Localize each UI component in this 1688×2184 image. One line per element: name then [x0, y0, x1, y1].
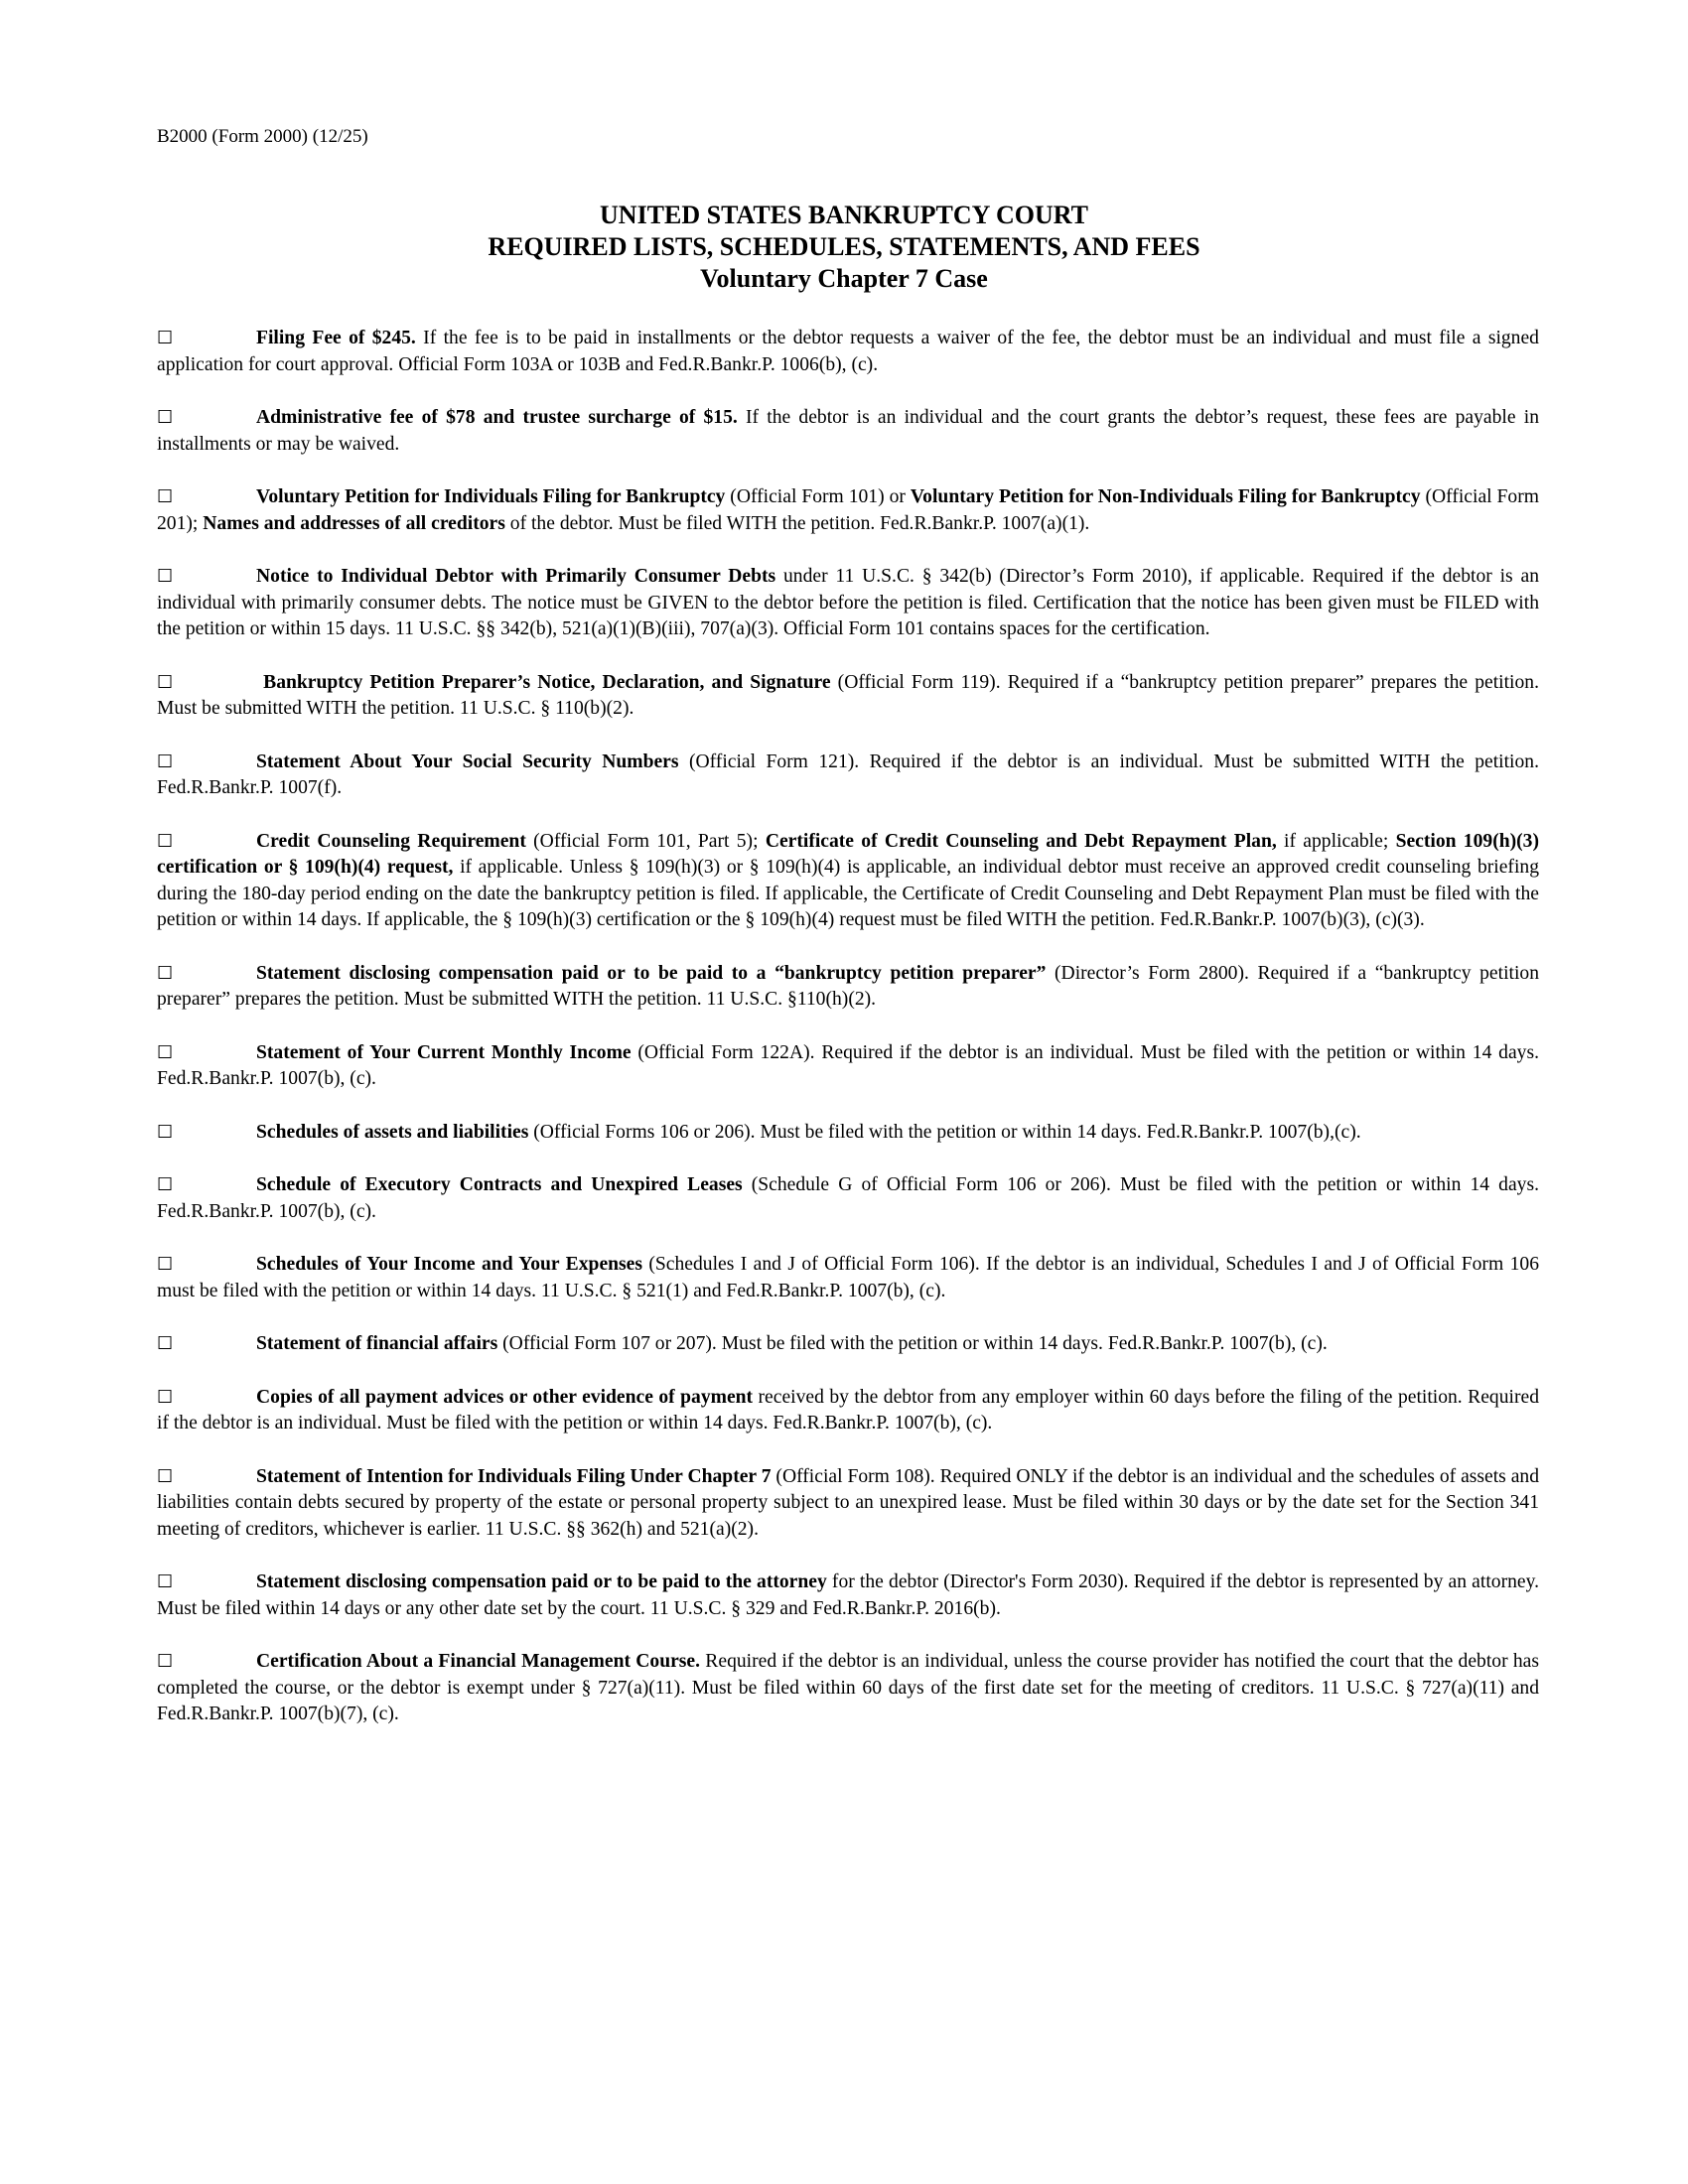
item-text: received by the debtor from any employer within 60 days before the filing of the petition. Required if the debtor is an individual. Must be filed with the petition or within 14 days. Fed.R.Bankr.P. 1007(b), (c).	[157, 1386, 1539, 1433]
checklist-item-attorney-compensation	[157, 1570, 1539, 1622]
checkbox[interactable]: ☐	[157, 1386, 174, 1408]
checklist-item-income-expenses	[157, 1252, 1539, 1304]
item-heading: Copies of all payment advices or other evidence of payment	[256, 1386, 754, 1408]
item-heading: Statement disclosing compensation paid or to be paid to the attorney	[256, 1571, 827, 1592]
item-heading: Credit Counseling Requirement	[256, 830, 526, 852]
item-text: (Official Form 119). Required if a “bankruptcy petition preparer” prepares the petition. Must be submitted WITH the petition. 11 U.S.C. § 110(b)(2).	[157, 671, 1539, 719]
item-heading: Certification About a Financial Management Course.	[256, 1651, 701, 1672]
checklist-item-executory-contracts	[157, 1172, 1539, 1225]
item-heading: Bankruptcy Petition Preparer’s Notice, Declaration, and Signature	[256, 671, 831, 693]
item-heading: Administrative fee of $78 and trustee surcharge of $15.	[256, 407, 738, 428]
checklist-item-consumer-debts-notice	[157, 564, 1539, 643]
checklist-item-petition-preparer-notice	[157, 670, 1539, 723]
item-text: If the fee is to be paid in installments or the debtor requests a waiver of the fee, the debtor must be an individual and must file a signed application for court approval. Official Form 103A or 103B and Fed.R.Bankr.P. 1006(b), (c).	[157, 328, 1539, 375]
checklist-item-statement-of-intention	[157, 1464, 1539, 1544]
item-text: (Schedules I and J of Official Form 106). If the debtor is an individual, Schedules I and J of Official Form 106 must be filed with the petition or within 14 days. 11 U.S.C. § 521(1) and Fed.R.Bankr.P. 1007(b), (c).	[157, 1254, 1539, 1301]
item-heading: Statement of Your Current Monthly Income	[256, 1041, 632, 1063]
checkbox[interactable]: ☐	[157, 1041, 174, 1063]
checkbox[interactable]: ☐	[157, 407, 174, 428]
item-heading: Schedule of Executory Contracts and Unexpired Leases	[256, 1174, 743, 1195]
checkbox[interactable]: ☐	[157, 671, 174, 693]
item-text: (Official Form 201);	[157, 486, 1539, 534]
item-text: of the debtor. Must be filed WITH the petition. Fed.R.Bankr.P. 1007(a)(1).	[504, 512, 1090, 534]
item-heading: Schedules of Your Income and Your Expenses	[256, 1254, 642, 1275]
item-text: (Schedule G of Official Form 106 or 206). Must be filed with the petition or within 14 days. Fed.R.Bankr.P. 1007(b), (c).	[157, 1174, 1539, 1222]
item-heading: Certificate of Credit Counseling and Debt Repayment Plan,	[765, 830, 1277, 852]
checklist-item-payment-advices	[157, 1385, 1539, 1437]
checklist-item-credit-counseling	[157, 829, 1539, 934]
checklist-item-financial-affairs	[157, 1331, 1539, 1358]
checkbox[interactable]: ☐	[157, 830, 174, 852]
item-heading: Voluntary Petition for Non-Individuals Filing for Bankruptcy	[910, 486, 1421, 507]
item-text: if applicable;	[1276, 830, 1396, 852]
item-heading: Statement About Your Social Security Numbers	[256, 751, 679, 772]
item-heading: Names and addresses of all creditors	[203, 512, 505, 534]
item-text: Required if the debtor is an individual, unless the course provider has notified the court that the debtor has completed the course, or the debtor is exempt under § 727(a)(11). Must be filed within 60 days of the first date set for the meeting of creditors. 11 U.S.C. § 727(a)(11) and Fed.R.Bankr.P. 1007(b)(7), (c).	[157, 1651, 1539, 1724]
item-heading: Section 109(h)(3) certification or § 109(h)(4) request,	[157, 830, 1539, 878]
item-text: If the debtor is an individual and the court grants the debtor’s request, these fees are payable in installments or may be waived.	[157, 407, 1540, 455]
checkbox[interactable]: ☐	[157, 1333, 174, 1354]
title-court: UNITED STATES BANKRUPTCY COURT	[600, 201, 1088, 229]
item-text: if applicable. Unless § 109(h)(3) or § 109(h)(4) is applicable, an individual debtor must receive an approved credit counseling briefing during the 180-day period ending on the date the bankruptcy petition is filed. If applicable, the Certificate of Credit Counseling and Debt Repayment Plan must be filed with the petition or within 14 days. If applicable, the § 109(h)(3) certification or the § 109(h)(4) request must be filed WITH the petition. Fed.R.Bankr.P. 1007(b)(3), (c)(3).	[157, 857, 1539, 930]
item-heading: Notice to Individual Debtor with Primarily Consumer Debts	[256, 566, 776, 587]
item-text: (Official Form 101, Part 5);	[525, 830, 766, 852]
item-text: under 11 U.S.C. § 342(b) (Director’s Form 2010), if applicable. Required if the debtor is an individual with primarily consumer debts. The notice must be GIVEN to the debtor before the petition is filed. Certification that the notice has been given must be FILED with the petition or within 15 days. 11 U.S.C. §§ 342(b), 521(a)(1)(B)(iii), 707(a)(3). Official Form 101 contains spaces for the certification.	[157, 566, 1539, 639]
item-text: (Official Form 107 or 207). Must be filed with the petition or within 14 days. Fed.R.Bankr.P. 1007(b), (c).	[497, 1333, 1328, 1354]
checklist-item-assets-liabilities	[157, 1120, 1539, 1147]
checklist-item-preparer-compensation	[157, 961, 1539, 1014]
document-title	[0, 200, 1688, 295]
item-text: (Official Form 101) or	[725, 486, 911, 507]
title-subject: REQUIRED LISTS, SCHEDULES, STATEMENTS, AND FEES	[488, 232, 1200, 261]
item-text: (Director’s Form 2800). Required if a “bankruptcy petition preparer” prepares the petition. Must be submitted WITH the petition. 11 U.S.C. §110(h)(2).	[157, 962, 1540, 1010]
item-text: (Official Form 121). Required if the debtor is an individual. Must be submitted WITH the petition. Fed.R.Bankr.P. 1007(f).	[157, 751, 1539, 798]
checkbox[interactable]: ☐	[157, 1465, 174, 1487]
item-heading: Statement of financial affairs	[256, 1333, 498, 1354]
item-text: (Official Forms 106 or 206). Must be filed with the petition or within 14 days. Fed.R.Bankr.P. 1007(b),(c).	[528, 1121, 1361, 1143]
item-heading: Schedules of assets and liabilities	[256, 1121, 529, 1143]
checkbox[interactable]: ☐	[157, 1571, 174, 1592]
title-case-type: Voluntary Chapter 7 Case	[700, 264, 988, 293]
checkbox[interactable]: ☐	[157, 1254, 174, 1275]
item-heading: Statement disclosing compensation paid or to be paid to a “bankruptcy petition preparer”	[256, 962, 1047, 984]
checkbox[interactable]: ☐	[157, 566, 174, 587]
checklist-item-financial-management-course	[157, 1649, 1539, 1728]
item-heading: Filing Fee of $245.	[256, 328, 416, 348]
checkbox[interactable]: ☐	[157, 486, 174, 507]
item-text: (Official Form 122A). Required if the debtor is an individual. Must be filed with the petition or within 14 days. Fed.R.Bankr.P. 1007(b), (c).	[157, 1041, 1539, 1089]
checkbox[interactable]: ☐	[157, 962, 174, 984]
checkbox[interactable]: ☐	[157, 1651, 174, 1672]
item-text: (Official Form 108). Required ONLY if the debtor is an individual and the schedules of assets and liabilities contain debts secured by property of the estate or personal property subject to an unexpired lease. Must be filed within 30 days or by the date set for the Section 341 meeting of creditors, whichever is earlier. 11 U.S.C. §§ 362(h) and 521(a)(2).	[157, 1465, 1540, 1540]
form-number: B2000 (Form 2000) (12/25)	[157, 126, 368, 147]
checklist-item-filing-fee	[157, 326, 1539, 378]
item-text: for the debtor (Director's Form 2030). Required if the debtor is represented by an attorney. Must be filed within 14 days or any other date set by the court. 11 U.S.C. § 329 and Fed.R.Bankr.P. 2016(b).	[157, 1571, 1540, 1619]
requirements-checklist	[157, 326, 1539, 1755]
checkbox[interactable]: ☐	[157, 328, 174, 348]
checkbox[interactable]: ☐	[157, 751, 174, 772]
checklist-item-social-security	[157, 750, 1539, 802]
item-heading: Voluntary Petition for Individuals Filing for Bankruptcy	[256, 486, 726, 507]
item-heading: Statement of Intention for Individuals Filing Under Chapter 7	[256, 1465, 772, 1487]
checklist-item-voluntary-petition	[157, 484, 1539, 537]
checkbox[interactable]: ☐	[157, 1121, 174, 1143]
checklist-item-administrative-fee	[157, 405, 1539, 458]
checkbox[interactable]: ☐	[157, 1174, 174, 1195]
checklist-item-monthly-income	[157, 1040, 1539, 1093]
